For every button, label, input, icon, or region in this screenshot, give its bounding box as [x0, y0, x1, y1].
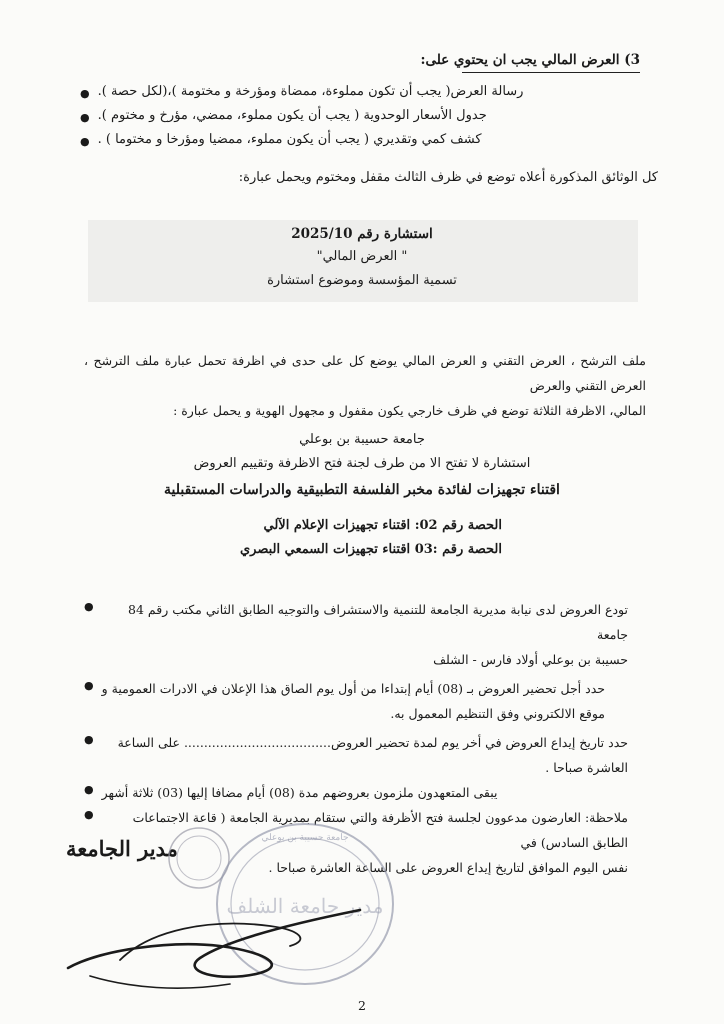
bullet-icon: ● — [80, 87, 90, 100]
list-item: ● جدول الأسعار الوحدوية ( يجب أن يكون مملوء، ممضي، مؤرخ و مختوم ). — [80, 108, 640, 132]
bullet-icon: ● — [84, 733, 94, 746]
tender-subject: اقتناء تجهيزات لفائدة مخبر الفلسفة التطبيقية والدراسات المستقبلية — [164, 482, 560, 498]
outer-envelope-paragraph: ملف الترشح ، العرض التقني و العرض المالي يوضع كل على حدى في اظرفة تحمل عبارة ملف الترشح ، العرض التقني والعرض المالي، الاظرفة الثلاثة توضع في ظرف خارجي يكون مقفول و مجهول الهوية و يحمل عبارة : — [84, 353, 646, 418]
lot-2-label: الحصة رقم 02: اقتناء تجهيزات الإعلام الآلي — [263, 518, 502, 533]
bullet-icon: ● — [84, 600, 94, 613]
heading-underline — [462, 72, 640, 73]
documents-note: كل الوثائق المذكورة أعلاه توضع في ظرف الثالث مقفل ومختوم ويحمل عبارة: — [238, 170, 658, 185]
signature-icon — [60, 880, 370, 1000]
bullet-icon: ● — [84, 783, 94, 796]
list-item: ● يبقى المتعهدون ملزمون بعروضهم مدة (08) أيام مضافا إليها (03) ثلاثة أشهر — [84, 780, 628, 805]
list-item: ● رسالة العرض( يجب أن تكون مملوءة، ممضاة ومؤرخة و مختومة )،(لكل حصة ). — [80, 84, 640, 108]
section-3-heading: 3) العرض المالي يجب ان يحتوي على: — [420, 52, 640, 68]
bullet-icon: ● — [84, 679, 94, 692]
director-title: مدير الجامعة — [66, 836, 178, 861]
bullet-icon: ● — [80, 135, 90, 148]
stamp-ring-text: جامعة حسيبة بن بوعلي — [261, 833, 349, 843]
lot-3-label: الحصة رقم :03 اقتناء تجهيزات السمعي البصري — [239, 542, 502, 557]
financial-offer-label: " العرض المالي" — [316, 249, 408, 264]
bullet-icon: ● — [80, 111, 90, 124]
list-item: ● حدد أجل تحضير العروض بـ (08) أيام إبتداءا من أول يوم الصاق هذا الإعلان في الادرات العمومية و موقع الالكتروني وفق التنظيم المعمول به. — [84, 676, 628, 726]
opening-instruction: استشارة لا تفتح الا من طرف لجنة فتح الاظرفة وتقييم العروض — [193, 456, 531, 471]
list-item: ● حدد تاريخ إيداع العروض في أخر يوم لمدة تحضير العروض..................................... على الساعة العاشرة صباحا . — [84, 730, 628, 780]
list-item: ● كشف كمي وتقديري ( يجب أن يكون مملوء، ممضيا ومؤرخا و مختوما ) . — [80, 132, 640, 156]
list-item: ● ملاحظة: العارضون مدعوون لجلسة فتح الأظرفة والتي ستقام بمديرية الجامعة ( قاعة الاجتماعات الطابق السادس) في نفس اليوم الموافق لتاريخ إيداع العروض على الساعة العاشرة صباحا . — [84, 805, 628, 880]
consultation-number: استشارة رقم 2025/10 — [291, 226, 433, 242]
bullet-icon: ● — [84, 808, 94, 821]
offer-requirements-list — [80, 84, 640, 156]
page-number: 2 — [358, 998, 366, 1013]
university-name: جامعة حسيبة بن بوعلي — [299, 432, 425, 447]
stamp-center-text: مدير جامعة الشلف — [226, 894, 384, 918]
list-item: ● تودع العروض لدى نيابة مديرية الجامعة للتنمية والاستشراف والتوجيه الطابق الثاني مكتب رقم 84 جامعة حسيبة بن بوعلي أولاد فارس - الشلف — [84, 597, 628, 672]
institution-subject-label: تسمية المؤسسة وموضوع استشارة — [267, 273, 457, 288]
